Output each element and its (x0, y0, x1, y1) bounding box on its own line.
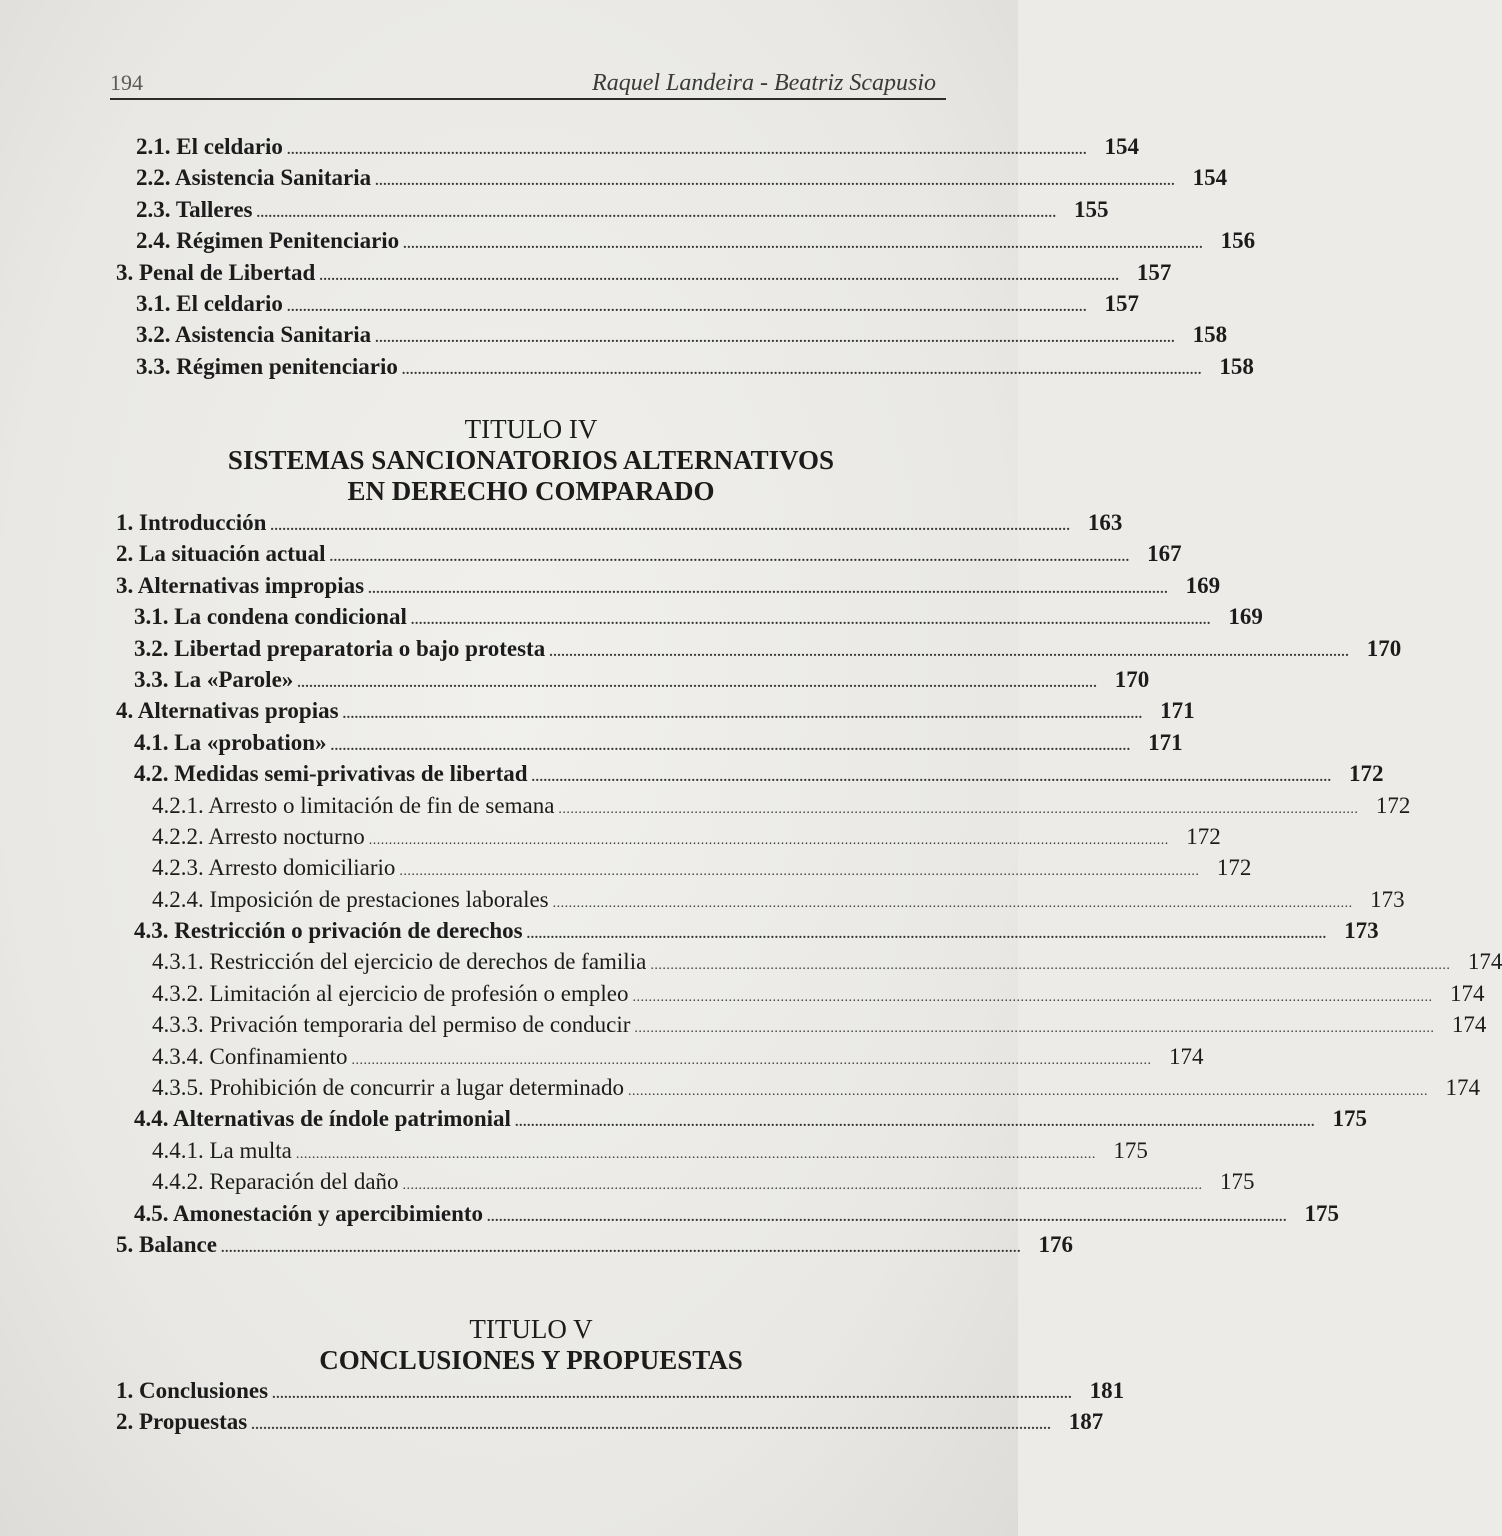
toc-leader-dots: ........................................................................................................................................................................................................ (650, 958, 1451, 974)
toc-entry-page: 174 (1445, 1075, 1480, 1101)
title-iv-line-1: TITULO IV (464, 414, 598, 444)
toc-entry-page: 157 (1104, 290, 1139, 316)
toc-entry-label: 1. Conclusiones (116, 1378, 269, 1403)
toc-entry-page: 172 (1375, 792, 1411, 818)
toc-entry-label: 4.3. Restricción o privación de derechos (134, 918, 523, 944)
toc-entry-page: 158 (1219, 353, 1254, 379)
toc-entry-label: 3.3. La «Parole» (134, 666, 294, 692)
toc-entry (116, 572, 1221, 604)
toc-entry (116, 1409, 1104, 1440)
toc-leader-dots: ........................................................................................................................................................................................................ (403, 237, 1204, 253)
toc-entry (116, 1200, 1340, 1232)
title-iv-line-2: SISTEMAS SANCIONATORIOS ALTERNATIVOS (227, 445, 835, 475)
toc-entry-page: 167 (1147, 541, 1182, 567)
toc-entry (116, 980, 1485, 1012)
toc-entry (116, 729, 1183, 761)
toc-entry-label: 3. Penal de Libertad (116, 259, 316, 285)
toc-entry (116, 1075, 1480, 1106)
toc-entry-label: 5. Balance (116, 1231, 217, 1257)
toc-entry (116, 353, 1254, 385)
toc-entry (116, 886, 1405, 918)
toc-entry (116, 761, 1384, 792)
toc-leader-dots: ........................................................................................................................................................................................................ (351, 1052, 1152, 1068)
toc-entry-page: 155 (1074, 196, 1109, 222)
toc-entry-page: 173 (1370, 886, 1405, 912)
toc-entry (116, 1043, 1204, 1075)
toc-entry-page: 187 (1068, 1409, 1104, 1435)
toc-entry-page: 174 (1467, 949, 1502, 975)
toc-entry-page: 172 (1216, 855, 1252, 881)
toc-entry-page: 171 (1148, 729, 1183, 755)
toc-entry-label: 2.4. Régimen Penitenciario (136, 228, 400, 254)
toc-entry (116, 228, 1256, 259)
toc-section-v (116, 1378, 1125, 1441)
toc-entry-label: 3.2. Libertad preparatoria o bajo protesta (134, 635, 546, 661)
toc-entry (116, 165, 1228, 196)
toc-entry (116, 259, 1172, 291)
toc-entry-label: 2.1. El celdario (136, 134, 283, 159)
toc-leader-dots: ........................................................................................................................................................................................................ (531, 770, 1332, 786)
toc-entry-label: 4.2.1. Arresto o limitación de fin de semana (152, 792, 555, 818)
toc-leader-dots: ........................................................................................................................................................................................................ (368, 832, 1169, 848)
toc-section-iv (116, 510, 1502, 1263)
toc-entry-page: 158 (1192, 322, 1228, 348)
toc-entry-label: 3.1. La condena condicional (134, 604, 407, 630)
toc-entry-page: 173 (1344, 918, 1379, 944)
toc-entry-label: 4.3.1. Restricción del ejercicio de derechos de familia (152, 949, 647, 975)
toc-entry (116, 792, 1411, 824)
toc-entry-label: 4.3.5. Prohibición de concurrir a lugar determinado (152, 1075, 624, 1101)
toc-entry-label: 4.2.2. Arresto nocturno (152, 823, 365, 849)
running-head-authors: Raquel Landeira - Beatriz Scapusio (592, 70, 936, 96)
toc-leader-dots: ........................................................................................................................................................................................................ (220, 1240, 1021, 1256)
toc-entry-page: 170 (1114, 666, 1150, 692)
toc-leader-dots: ........................................................................................................................................................................................................ (286, 143, 1087, 158)
toc-entry (116, 855, 1252, 886)
toc-entry-label: 4.4.1. La multa (152, 1137, 292, 1163)
toc-leader-dots: ........................................................................................................................................................................................................ (549, 644, 1350, 660)
toc-entry-page: 169 (1228, 604, 1263, 630)
toc-entry (116, 1012, 1487, 1043)
toc-entry (116, 918, 1379, 949)
toc-entry-label: 4.3.4. Confinamiento (152, 1043, 348, 1069)
toc-entry-page: 156 (1220, 228, 1256, 254)
toc-leader-dots: ........................................................................................................................................................................................................ (634, 1021, 1435, 1037)
toc-entry-label: 3.3. Régimen penitenciario (136, 353, 398, 379)
toc-entry (116, 1378, 1125, 1409)
toc-entry (116, 949, 1502, 980)
toc-entry (116, 823, 1221, 855)
toc-entry-page: 172 (1186, 823, 1221, 849)
toc-leader-dots: ........................................................................................................................................................................................................ (375, 174, 1176, 190)
toc-leader-dots: ........................................................................................................................................................................................................ (552, 895, 1353, 911)
toc-entry-label: 3. Alternativas impropias (116, 572, 365, 598)
title-v-line-2: CONCLUSIONES Y PROPUESTAS (319, 1345, 743, 1375)
toc-leader-dots: ........................................................................................................................................................................................................ (368, 581, 1169, 597)
toc-entry-page: 175 (1220, 1169, 1255, 1195)
toc-entry-label: 4.4. Alternativas de índole patrimonial (134, 1106, 511, 1132)
toc-leader-dots: ........................................................................................................................................................................................................ (330, 738, 1131, 754)
toc-leader-dots: ........................................................................................................................................................................................................ (401, 362, 1202, 378)
toc-entry (116, 541, 1182, 572)
toc-leader-dots: ........................................................................................................................................................................................................ (375, 331, 1176, 347)
toc-entry-page: 172 (1349, 761, 1384, 787)
toc-entry (116, 635, 1402, 667)
toc-entry-label: 3.2. Asistencia Sanitaria (136, 322, 372, 348)
toc-entry-label: 4.3.2. Limitación al ejercicio de profesión o empleo (152, 980, 629, 1006)
toc-entry-label: 4.4.2. Reparación del daño (152, 1169, 399, 1195)
toc-entry-label: 4.2.3. Arresto domiciliario (152, 855, 396, 881)
toc-entry-page: 175 (1113, 1137, 1148, 1163)
toc-entry (116, 1169, 1255, 1200)
toc-leader-dots: ........................................................................................................................................................................................................ (402, 1178, 1203, 1194)
toc-leader-dots: ........................................................................................................................................................................................................ (319, 268, 1120, 284)
toc-leader-dots: ........................................................................................................................................................................................................ (286, 299, 1087, 315)
toc-entry (116, 196, 1109, 228)
toc-entry-page: 176 (1038, 1231, 1073, 1257)
toc-section-top (116, 134, 1256, 385)
toc-entry-page: 175 (1304, 1200, 1340, 1226)
toc-entry-page: 169 (1185, 572, 1221, 598)
toc-leader-dots: ........................................................................................................................................................................................................ (297, 675, 1098, 691)
toc-entry-page: 174 (1451, 1012, 1487, 1038)
toc-entry-label: 4.1. La «probation» (134, 729, 327, 755)
header-rule (110, 98, 946, 100)
toc-leader-dots: ........................................................................................................................................................................................................ (342, 707, 1143, 723)
toc-leader-dots: ........................................................................................................................................................................................................ (487, 1209, 1288, 1225)
toc-entry (116, 666, 1150, 698)
toc-leader-dots: ........................................................................................................................................................................................................ (628, 1084, 1428, 1100)
toc-leader-dots: ........................................................................................................................................................................................................ (632, 989, 1433, 1005)
toc-entry-label: 4.3.3. Privación temporaria del permiso de conducir (152, 1012, 631, 1038)
toc-entry-page: 170 (1366, 635, 1402, 661)
toc-leader-dots: ........................................................................................................................................................................................................ (329, 550, 1130, 566)
toc-entry (116, 134, 1139, 165)
toc-entry-page: 181 (1089, 1378, 1125, 1403)
toc-entry-label: 2.3. Talleres (136, 196, 253, 222)
toc-entry-page: 157 (1136, 259, 1172, 285)
title-v-heading (116, 1314, 946, 1376)
page-number: 194 (110, 70, 143, 95)
toc-entry (116, 322, 1228, 353)
title-iv-line-3: EN DERECHO COMPARADO (347, 476, 715, 506)
toc-entry-label: 4. Alternativas propias (116, 698, 339, 724)
toc-entry-page: 154 (1104, 134, 1139, 159)
toc-leader-dots: ........................................................................................................................................................................................................ (251, 1418, 1052, 1434)
toc-leader-dots: ........................................................................................................................................................................................................ (399, 864, 1200, 880)
toc-leader-dots: ........................................................................................................................................................................................................ (514, 1115, 1315, 1131)
toc-entry (116, 604, 1263, 635)
toc-leader-dots: ........................................................................................................................................................................................................ (295, 1146, 1096, 1162)
toc-entry-page: 171 (1160, 698, 1195, 724)
toc-leader-dots: ........................................................................................................................................................................................................ (270, 519, 1071, 534)
toc-entry-label: 4.5. Amonestación y apercibimiento (134, 1200, 484, 1226)
toc-leader-dots: ........................................................................................................................................................................................................ (526, 927, 1327, 943)
toc-leader-dots: ........................................................................................................................................................................................................ (256, 205, 1057, 221)
title-v-line-1: TITULO V (469, 1314, 593, 1344)
toc-entry-label: 4.2.4. Imposición de prestaciones laborales (152, 886, 549, 912)
toc-entry (116, 290, 1139, 322)
toc-entry-label: 3.1. El celdario (136, 290, 283, 316)
toc-entry-page: 174 (1168, 1043, 1204, 1069)
toc-leader-dots: ........................................................................................................................................................................................................ (272, 1387, 1073, 1402)
toc-entry (116, 1137, 1148, 1169)
toc-entry-page: 154 (1192, 165, 1228, 191)
toc-leader-dots: ........................................................................................................................................................................................................ (410, 613, 1211, 629)
toc-entry-label: 1. Introducción (116, 510, 267, 535)
toc-entry (116, 1231, 1073, 1263)
toc-entry-label: 2.2. Asistencia Sanitaria (136, 165, 372, 191)
toc-entry (116, 510, 1123, 541)
toc-entry (116, 1106, 1367, 1137)
toc-entry-page: 174 (1449, 980, 1485, 1006)
toc-entry-label: 2. Propuestas (116, 1409, 248, 1435)
toc-entry-page: 163 (1087, 510, 1123, 535)
toc-entry-page: 175 (1332, 1106, 1367, 1132)
toc-entry-label: 4.2. Medidas semi-privativas de libertad (134, 761, 528, 787)
toc-leader-dots: ........................................................................................................................................................................................................ (558, 801, 1359, 817)
toc-entry (116, 698, 1195, 729)
title-iv-heading (116, 414, 946, 507)
toc-entry-label: 2. La situación actual (116, 541, 326, 567)
page-header (110, 68, 946, 100)
